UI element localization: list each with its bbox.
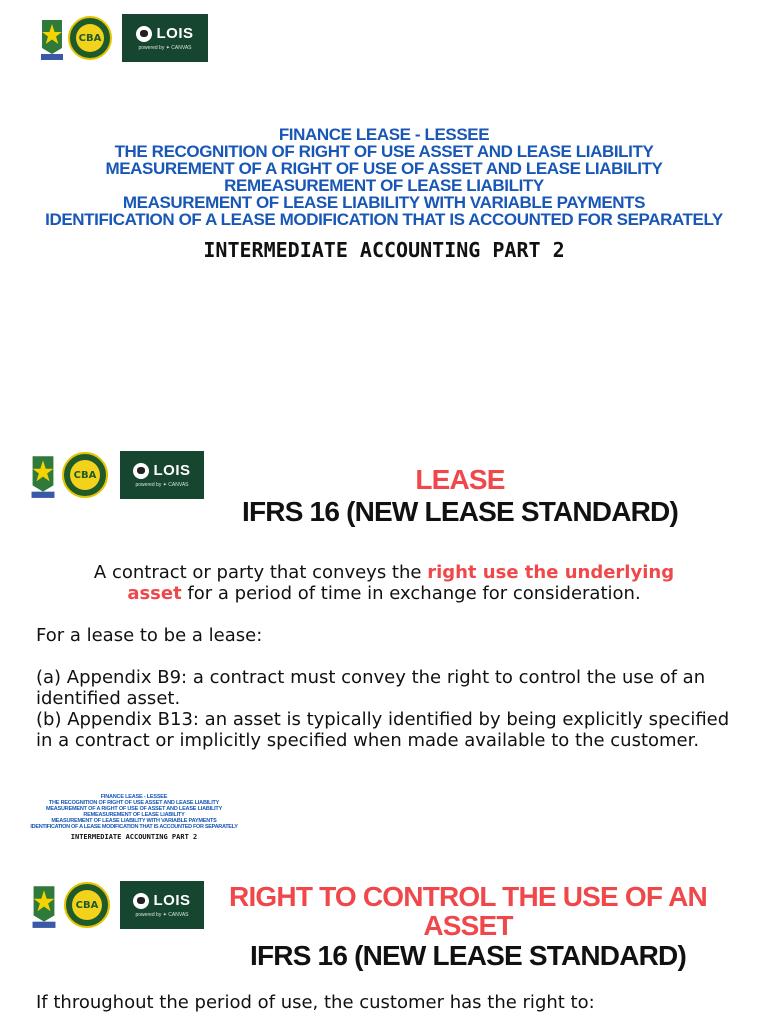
small-title-line: MEASUREMENT OF A RIGHT OF USE OF ASSET AND LEASE LIABILITY (45, 806, 223, 812)
slide2-heading (200, 464, 720, 528)
lois-face-icon (133, 463, 149, 479)
definition-highlight-2: asset (127, 583, 182, 604)
small-subtitle: INTERMEDIATE ACCOUNTING PART 2 (70, 833, 198, 841)
cba-seal-logo (64, 882, 110, 928)
small-title-line: FINANCE LEASE - LESSEE (100, 794, 168, 800)
slide1-title-line: IDENTIFICATION OF A LEASE MODIFICATION THAT IS ACCOUNTED FOR SEPARATELY (45, 210, 723, 229)
star-seal-logo (28, 450, 58, 500)
lois-face-icon (133, 893, 149, 909)
small-title-line: REMEASUREMENT OF LEASE LIABILITY (83, 812, 185, 818)
slide3-heading-ifrs16: IFRS 16 (NEW LEASE STANDARD) (250, 940, 686, 971)
cba-seal-text: CBA (70, 460, 100, 490)
slide2-heading-ifrs16: IFRS 16 (NEW LEASE STANDARD) (242, 496, 678, 527)
slide2-logos (28, 450, 204, 500)
lois-face-icon (136, 26, 152, 42)
star-seal-logo (28, 880, 60, 930)
lois-logo (120, 451, 204, 499)
lois-logo (120, 881, 204, 929)
slide1-title-line: FINANCE LEASE - LESSEE (278, 125, 490, 144)
star-seal-logo (40, 14, 64, 62)
lois-label: LOIS (153, 892, 191, 909)
definition-highlight-1: right use the underlying (427, 562, 675, 583)
definition-text-pre: A contract or party that conveys the (93, 562, 428, 583)
small-title-line: THE RECOGNITION OF RIGHT OF USE ASSET AND LEASE LIABILITY (48, 800, 220, 806)
cba-seal-text: CBA (76, 24, 104, 52)
slide1-title-block (0, 126, 768, 262)
lois-logo (122, 14, 208, 62)
definition-text-post: for a period of time in exchange for consideration. (181, 583, 641, 604)
slide1-title-line: MEASUREMENT OF A RIGHT OF USE OF ASSET AND LEASE LIABILITY (105, 159, 663, 178)
slide3-heading-line2: ASSET (423, 910, 513, 941)
lois-powered-by: powered by ✦ CANVAS (135, 912, 189, 918)
slide1-subtitle: INTERMEDIATE ACCOUNTING PART 2 (203, 238, 565, 262)
lois-powered-by: powered by ✦ CANVAS (138, 45, 192, 51)
slide2-item-a: (a) Appendix B9: a contract must convey the right to control the use of an identified asset. (36, 667, 706, 709)
slide3-logos (28, 880, 204, 930)
slide1-logos (40, 14, 208, 62)
slide1-title-line: REMEASUREMENT OF LEASE LIABILITY (224, 176, 544, 195)
small-title-block (0, 794, 268, 842)
slide2-item-b: (b) Appendix B13: an asset is typically identified by being explicitly specified in a contract or implicitly specified when made available to the customer. (36, 709, 730, 751)
slide3-heading-line1: RIGHT TO CONTROL THE USE OF AN (229, 881, 707, 912)
lois-label: LOIS (156, 25, 194, 42)
slide2-intro: For a lease to be a lease: (36, 625, 263, 646)
cba-seal-logo (68, 16, 112, 60)
slide2-definition (40, 562, 728, 604)
small-title-line: IDENTIFICATION OF A LEASE MODIFICATION THAT IS ACCOUNTED FOR SEPARATELY (30, 824, 238, 830)
slide3-heading (200, 882, 736, 972)
cba-seal-logo (62, 452, 108, 498)
cba-seal-text: CBA (72, 890, 102, 920)
slide1-title-line: THE RECOGNITION OF RIGHT OF USE ASSET AND LEASE LIABILITY (114, 142, 654, 161)
small-title-line: MEASUREMENT OF LEASE LIABILITY WITH VARIABLE PAYMENTS (51, 818, 217, 824)
slide1-title-line: MEASUREMENT OF LEASE LIABILITY WITH VARIABLE PAYMENTS (122, 193, 646, 212)
lois-label: LOIS (153, 462, 191, 479)
slide2-heading-lease: LEASE (415, 464, 505, 495)
slide3-body: If throughout the period of use, the customer has the right to: (36, 992, 595, 1013)
lois-powered-by: powered by ✦ CANVAS (135, 482, 189, 488)
